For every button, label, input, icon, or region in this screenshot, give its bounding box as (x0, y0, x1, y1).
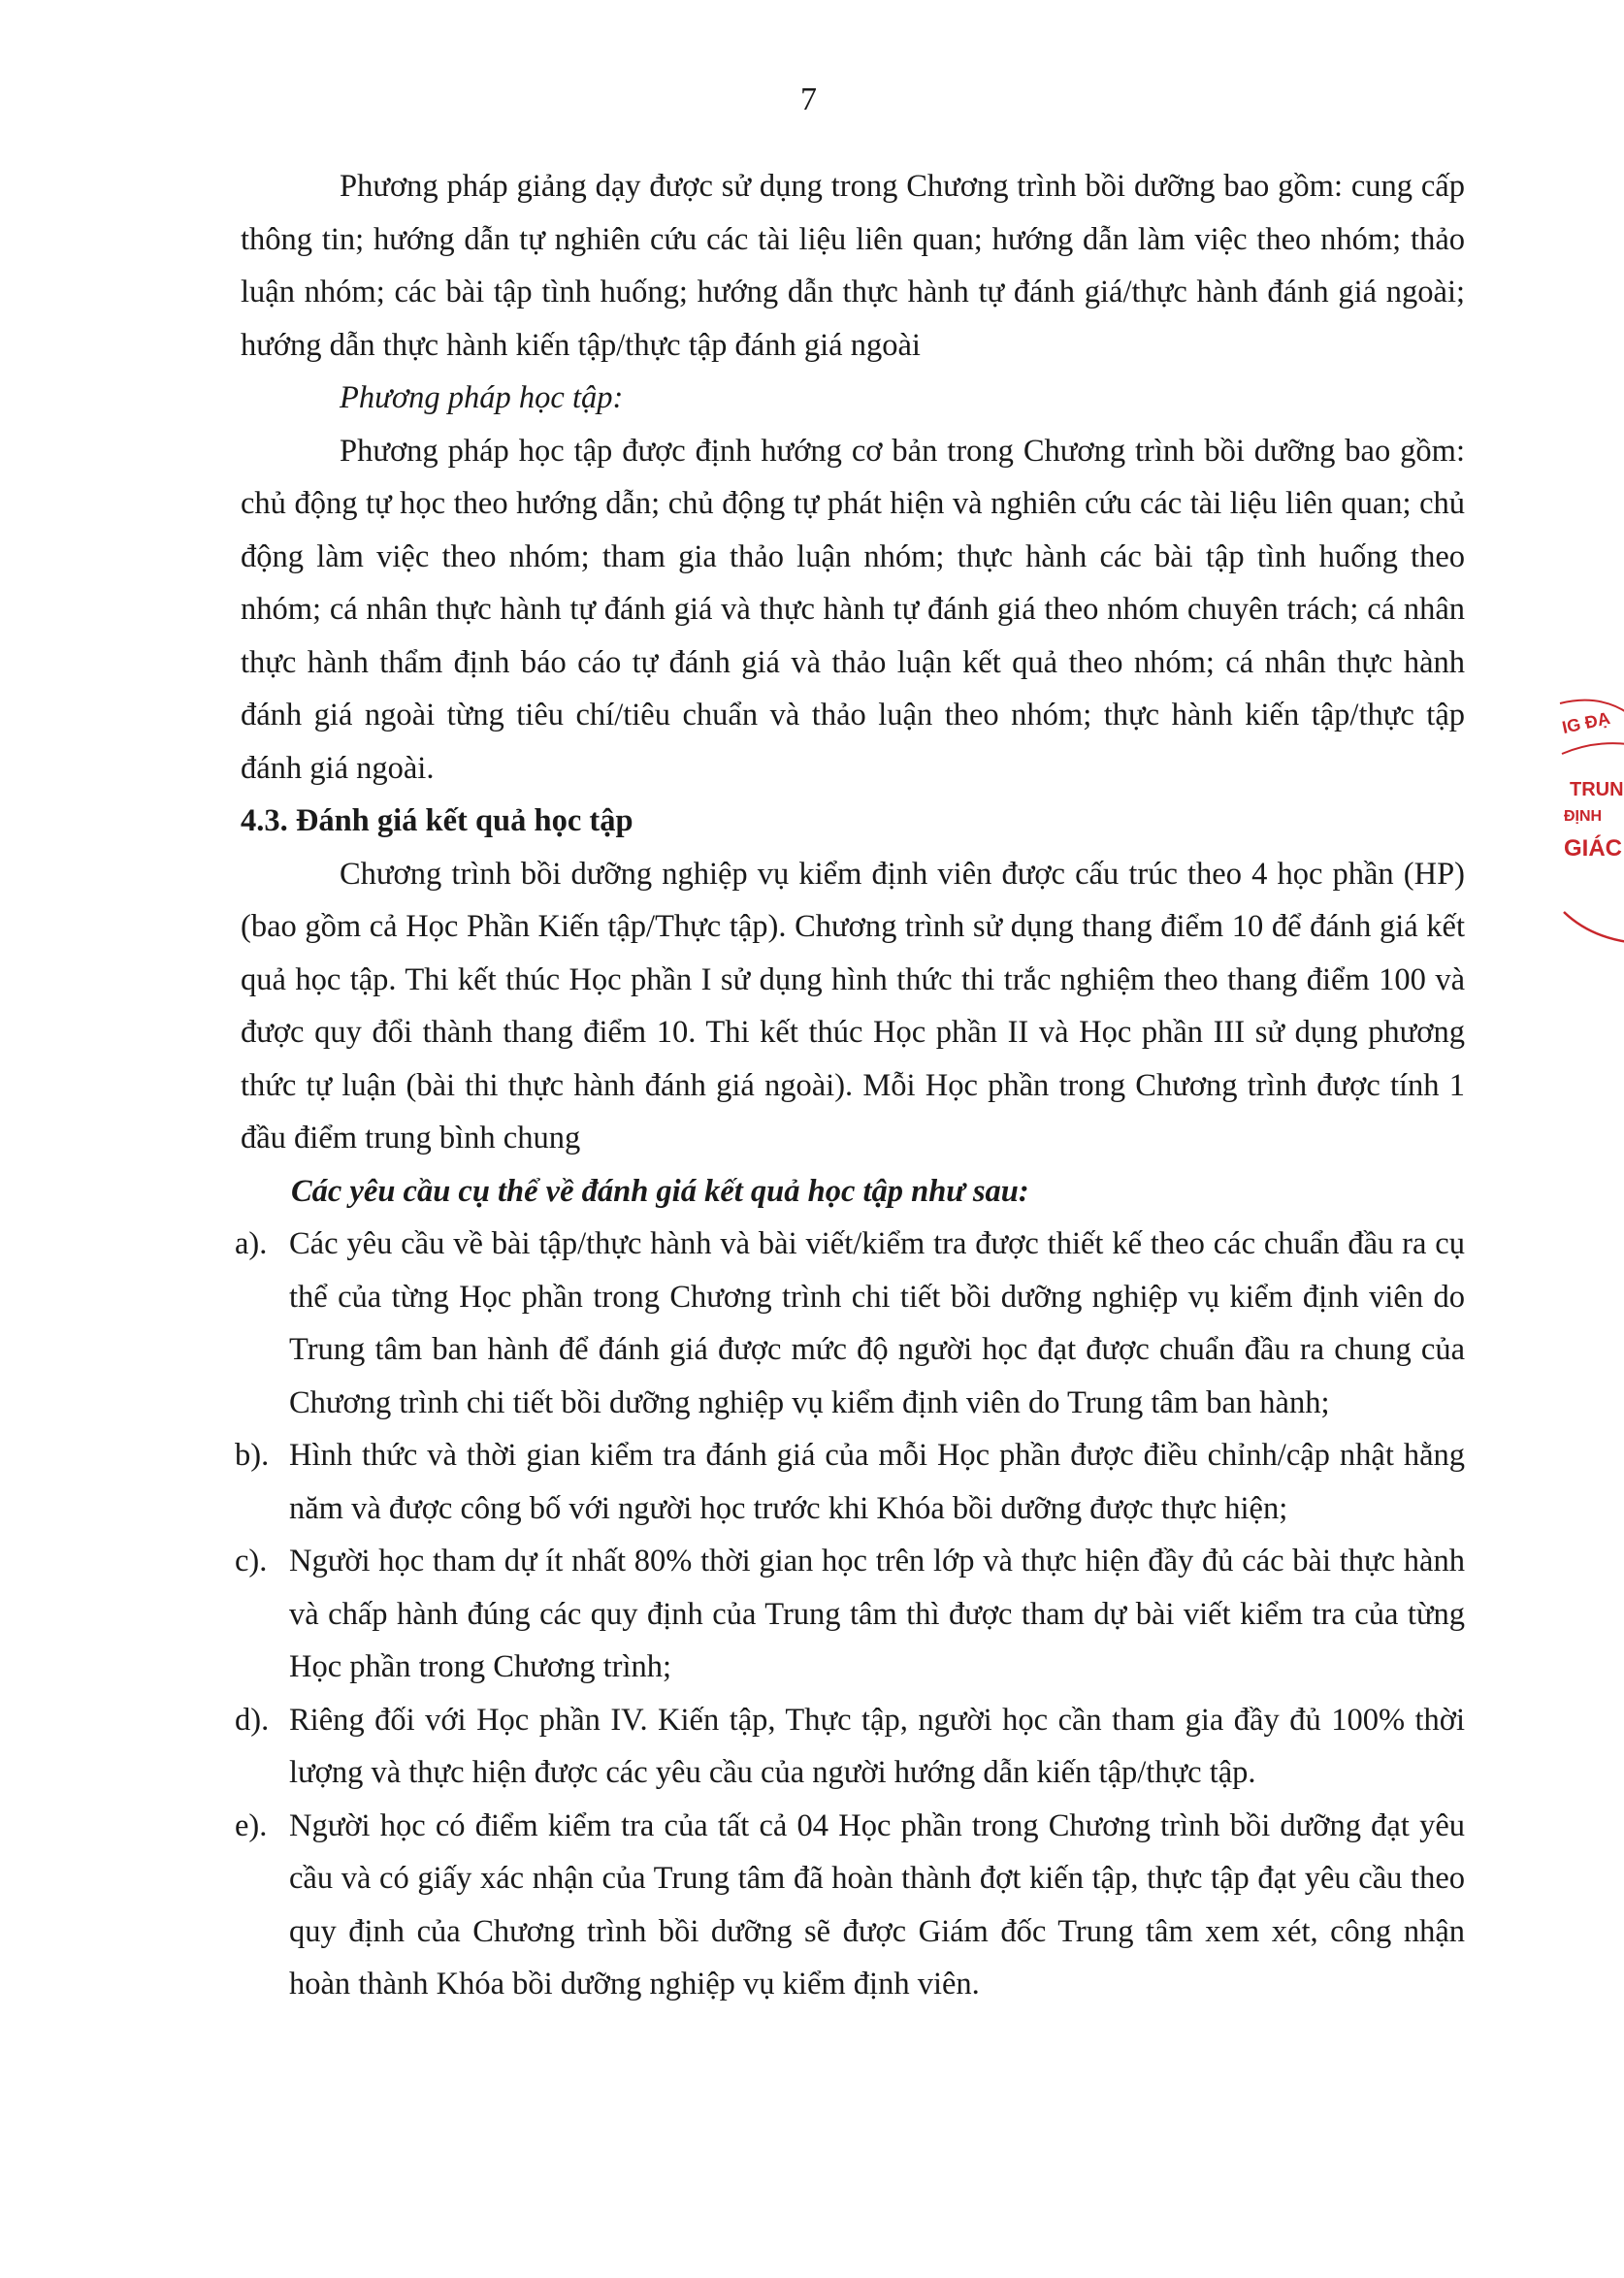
list-marker: e). (235, 1807, 268, 1843)
list-item-text: Người học tham dự ít nhất 80% thời gian học trên lớp và thực hiện đầy đủ các bài thực hành và chấp hành đúng các quy định của Trung tâm thì được tham dự bài viết kiểm tra của từng Học phần trong Chương trình; (289, 1544, 1465, 1684)
list-item (235, 1535, 1465, 1694)
learning-method-paragraph: Phương pháp học tập được định hướng cơ bản trong Chương trình bồi dưỡng bao gồm: chủ động tự học theo hướng dẫn; chủ động tự phát hiện và nghiên cứu các tài liệu liên quan; chủ động làm việc theo nhóm; tham gia thảo luận nhóm; thực hành các bài tập tình huống theo nhóm; cá nhân thực hành tự đánh giá và thực hành tự đánh giá theo nhóm chuyên trách; cá nhân thực hành thẩm định báo cáo tự đánh giá và thảo luận kết quả theo nhóm; cá nhân thực hành đánh giá ngoài từng tiêu chí/tiêu chuẩn và thảo luận theo nhóm; thực hành kiến tập/thực tập đánh giá ngoài. (241, 433, 1465, 786)
list-item (235, 1694, 1465, 1800)
document-body (235, 160, 1465, 2011)
stamp-text-line: ĐỊNH (1564, 808, 1603, 825)
stamp-text-line: GIÁC (1564, 835, 1622, 862)
list-marker: a). (235, 1226, 268, 1261)
teaching-method-paragraph: Phương pháp giảng dạy được sử dụng trong Chương trình bồi dưỡng bao gồm: cung cấp thông tin; hướng dẫn tự nghiên cứu các tài liệu liên quan; hướng dẫn làm việc theo nhóm; thảo luận nhóm; các bài tập tình huống; hướng dẫn thực hành tự đánh giá/thực hành đánh giá ngoài; hướng dẫn thực hành kiến tập/thực tập đánh giá ngoài (241, 169, 1465, 363)
list-marker: c). (235, 1544, 268, 1578)
list-marker: d). (235, 1702, 270, 1738)
list-marker: b). (235, 1438, 270, 1473)
list-item-text: Hình thức và thời gian kiểm tra đánh giá của mỗi Học phần được điều chỉnh/cập nhật hằng năm và được công bố với người học trước khi Khóa bồi dưỡng được thực hiện; (289, 1438, 1465, 1526)
page-number: 7 (800, 81, 817, 117)
list-item-text: Riêng đối với Học phần IV. Kiến tập, Thực tập, người học cần tham gia đầy đủ 100% thời lượng và thực hiện được các yêu cầu của người hướng dẫn kiến tập/thực tập. (289, 1702, 1465, 1790)
stamp-text-line: IG ĐẠ (1560, 708, 1612, 737)
section-heading-4-3: 4.3. Đánh giá kết quả học tập (241, 803, 633, 838)
list-item-text: Người học có điểm kiểm tra của tất cả 04 Học phần trong Chương trình bồi dưỡng đạt yêu cầu và có giấy xác nhận của Trung tâm đã hoàn thành đợt kiến tập, thực tập đạt yêu cầu theo quy định của Chương trình bồi dưỡng sẽ được Giám đốc Trung tâm xem xét, công nhận hoàn thành Khóa bồi dưỡng nghiệp vụ kiểm định viên. (289, 1807, 1465, 2001)
list-item (235, 1800, 1465, 2011)
stamp-text-line: TRUN (1570, 779, 1624, 800)
official-stamp-fragment (1550, 694, 1624, 985)
list-item (235, 1218, 1465, 1429)
assessment-paragraph: Chương trình bồi dưỡng nghiệp vụ kiểm định viên được cấu trúc theo 4 học phần (HP) (bao gồm cả Học Phần Kiến tập/Thực tập). Chương trình sử dụng thang điểm 10 để đánh giá kết quả học tập. Thi kết thúc Học phần I sử dụng hình thức thi trắc nghiệm theo thang điểm 100 và được quy đổi thành thang điểm 10. Thi kết thúc Học phần II và Học phần III sử dụng phương thức tự luận (bài thi thực hành đánh giá ngoài). Mỗi Học phần trong Chương trình được tính 1 đầu điểm trung bình chung (241, 856, 1465, 1155)
requirements-heading: Các yêu cầu cụ thể về đánh giá kết quả học tập như sau: (291, 1173, 1029, 1209)
list-item-text: Các yêu cầu về bài tập/thực hành và bài viết/kiểm tra được thiết kế theo các chuẩn đầu ra cụ thể của từng Học phần trong Chương trình chi tiết bồi dưỡng nghiệp vụ kiểm định viên do Trung tâm ban hành để đánh giá được mức độ người học đạt được chuẩn đầu ra chung của Chương trình chi tiết bồi dưỡng nghiệp vụ kiểm định viên do Trung tâm ban hành; (289, 1226, 1465, 1420)
learning-method-subheading: Phương pháp học tập: (340, 380, 624, 415)
list-item (235, 1429, 1465, 1535)
